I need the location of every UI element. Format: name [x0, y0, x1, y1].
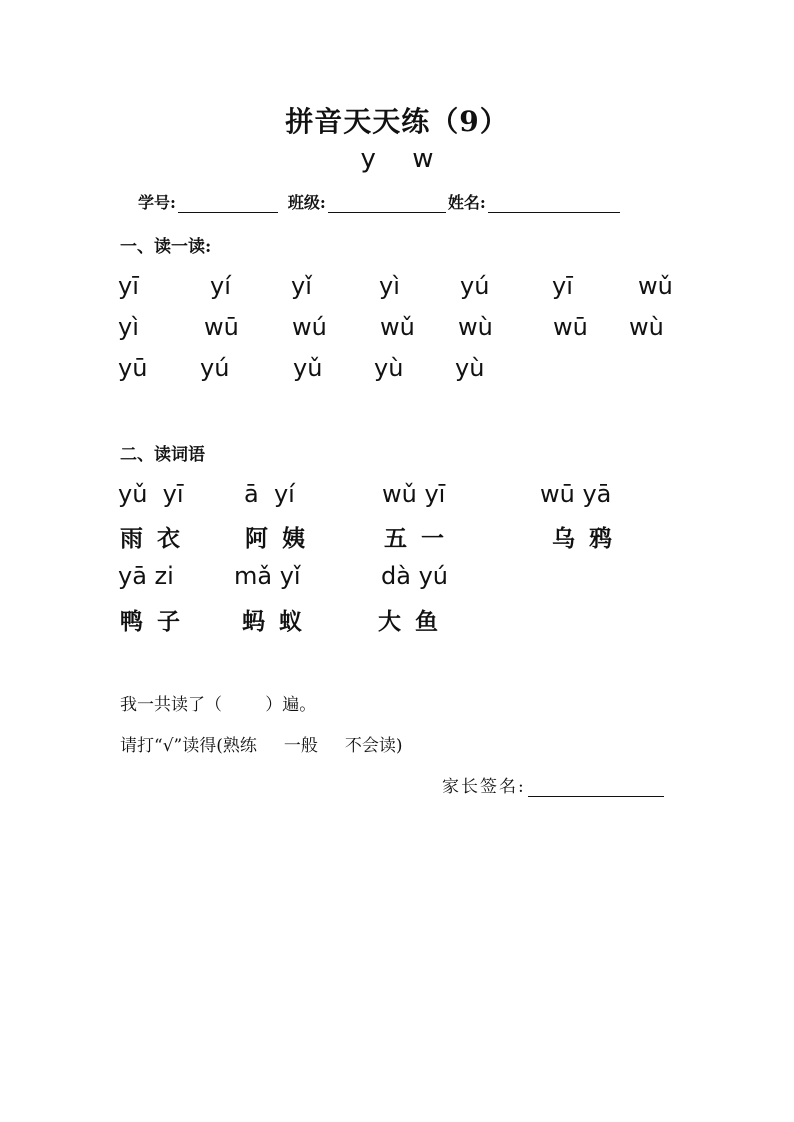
syllable: wǔ [638, 272, 673, 300]
syllable: yú [460, 272, 490, 300]
name-label: 姓名: [447, 193, 486, 212]
word-pinyin: wǔ yī [382, 480, 446, 508]
syllable: yú [200, 354, 230, 382]
word-hanzi: 阿姨 [245, 525, 319, 552]
word-hanzi: 雨衣 [120, 525, 194, 552]
syllable: yī [552, 272, 573, 300]
read-count-line: 我一共读了（ ）遍。 [120, 695, 317, 715]
syllable: wū [553, 313, 588, 341]
student-number-blank[interactable] [178, 196, 278, 213]
syllable: yù [374, 354, 404, 382]
word-hanzi: 乌鸦 [552, 525, 626, 552]
letter-y: y [360, 144, 376, 174]
word-hanzi: 鸭子 [120, 608, 194, 635]
syllable: yǔ [293, 354, 323, 382]
parent-signature-line [442, 772, 664, 797]
syllable: yù [455, 354, 485, 382]
syllable: wù [629, 313, 664, 341]
parent-sign-blank[interactable] [528, 780, 664, 797]
word-pinyin: ā yí [244, 480, 295, 508]
word-pinyin: mǎ yǐ [234, 562, 301, 590]
word-hanzi: 大鱼 [378, 608, 452, 635]
syllable: yì [379, 272, 400, 300]
syllable: yǐ [291, 272, 312, 300]
syllable: wù [458, 313, 493, 341]
student-info-line [138, 190, 630, 213]
syllable: yì [118, 313, 139, 341]
class-label: 班级: [287, 193, 326, 212]
name-blank[interactable] [488, 196, 620, 213]
word-pinyin: dà yú [381, 562, 448, 590]
word-hanzi: 五一 [384, 525, 458, 552]
self-check-line: 请打“√”读得(熟练 一般 不会读) [120, 736, 403, 756]
section1-heading: 一、读一读: [120, 237, 212, 257]
word-pinyin: yā zi [118, 562, 174, 590]
syllable: yī [118, 272, 139, 300]
syllable: yū [118, 354, 148, 382]
word-hanzi: 蚂蚁 [242, 608, 316, 635]
word-pinyin: yǔ yī [118, 480, 184, 508]
letter-w: w [412, 144, 434, 174]
word-pinyin: wū yā [540, 480, 612, 508]
section2-heading: 二、读词语 [120, 445, 205, 465]
syllable: wú [292, 313, 327, 341]
class-blank[interactable] [328, 196, 446, 213]
parent-sign-label: 家长签名: [442, 777, 526, 797]
subtitle-letters [0, 144, 794, 174]
student-number-label: 学号: [138, 193, 176, 212]
syllable: yí [210, 272, 231, 300]
syllable: wū [204, 313, 239, 341]
page-title: 拼音天天练（9） [285, 105, 509, 138]
syllable: wǔ [380, 313, 415, 341]
